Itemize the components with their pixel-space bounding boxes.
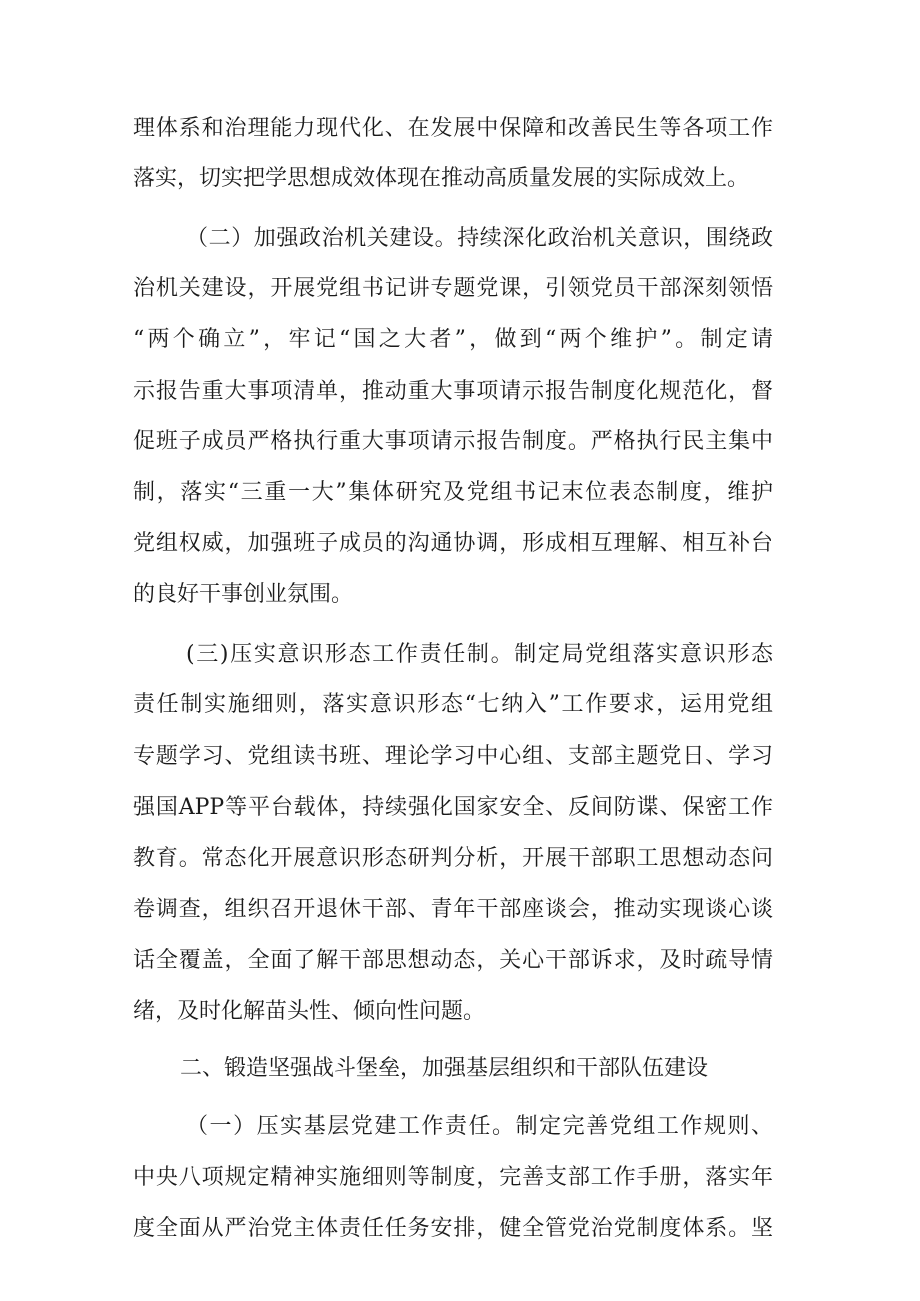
section-heading-line: （二）加强政治机关建设。持续深化政治机关意识，围绕政: [186, 226, 773, 251]
text-line: 卷调查，组织召开退休干部、青年干部座谈会，推动实现谈心谈: [133, 897, 773, 922]
text-line: 度全面从严治党主体责任任务安排，健全管党治党制度体系。坚: [133, 1216, 773, 1241]
chapter-heading-line: 二、锻造坚强战斗堡垒，加强基层组织和干部队伍建设: [180, 1056, 709, 1081]
text-line: 促班子成员严格执行重大事项请示报告制度。严格执行民主集中: [133, 429, 773, 454]
text-line: 责任制实施细则，落实意识形态“七纳入”工作要求，运用党组: [133, 692, 773, 717]
section-heading-line: （一）压实基层党建工作责任。制定完善党组工作规则、: [186, 1114, 773, 1139]
text-line: 制，落实“三重一大”集体研究及党组书记末位表态制度，维护: [133, 480, 773, 505]
text-line: 党组权威，加强班子成员的沟通协调，形成相互理解、相互补台: [133, 531, 773, 556]
text-line: 理体系和治理能力现代化、在发展中保障和改善民生等各项工作: [133, 116, 773, 141]
text-line: 话全覆盖，全面了解干部思想动态，关心干部诉求，及时疏导情: [133, 948, 773, 973]
text-line: “两个确立”，牢记“国之大者”，做到“两个维护”。制定请: [133, 327, 773, 352]
text-line: 的良好干事创业氛围。: [133, 582, 354, 607]
section-heading-line: (三)压实意识形态工作责任制。制定局党组落实意识形态: [186, 642, 773, 667]
text-line: 中央八项规定精神实施细则等制度，完善支部工作手册，落实年: [133, 1165, 773, 1190]
text-line: 绪，及时化解苗头性、倾向性问题。: [133, 999, 486, 1024]
text-line: 强国APP等平台载体，持续强化国家安全、反间防谍、保密工作: [133, 795, 773, 820]
text-line: 治机关建设，开展党组书记讲专题党课，引领党员干部深刻领悟: [133, 276, 773, 301]
text-line: 示报告重大事项清单，推动重大事项请示报告制度化规范化，督: [133, 379, 773, 404]
text-line: 教育。常态化开展意识形态研判分析，开展干部职工思想动态问: [133, 846, 773, 871]
text-line: 落实，切实把学思想成效体现在推动高质量发展的实际成效上。: [133, 166, 750, 191]
text-line: 专题学习、党组读书班、理论学习中心组、支部主题党日、学习: [133, 744, 773, 769]
